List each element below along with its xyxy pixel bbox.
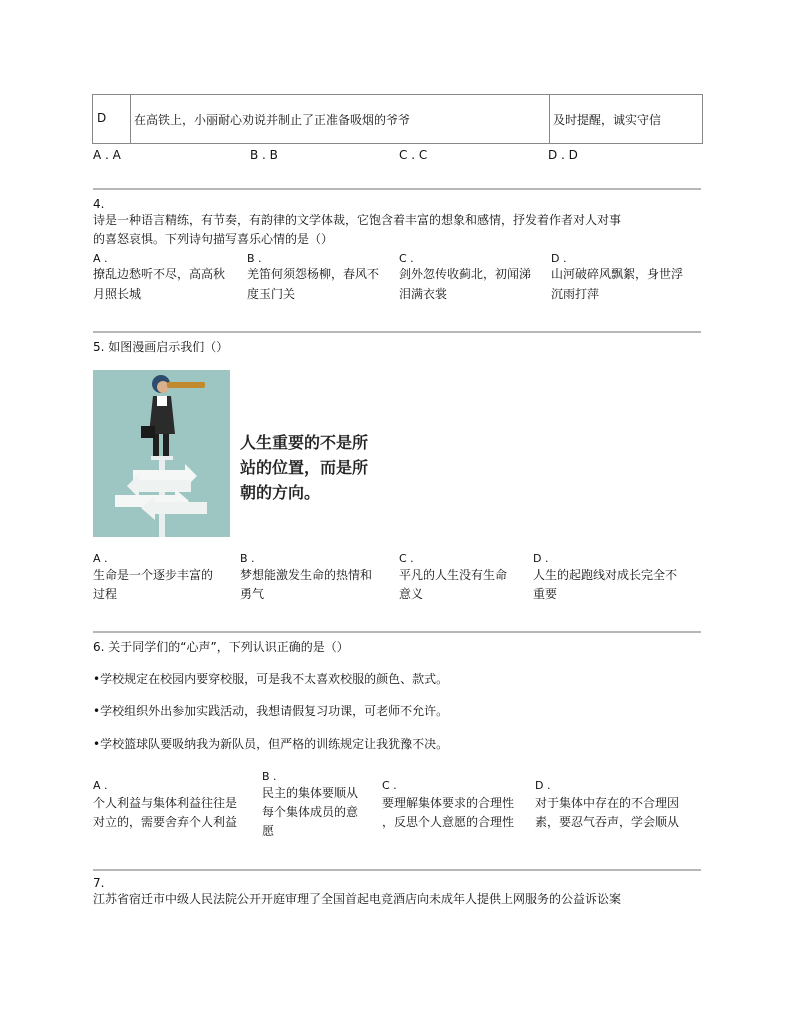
option-text-line2: ，反思个人意愿的合理性 [382,815,515,829]
option-text-line2: 意义 [399,587,424,601]
option-text-line1: 要理解集体要求的合理性 [382,796,515,810]
row-evaluation: 及时提醒，诚实守信 [553,113,662,127]
option-text-line2: 沉雨打萍 [551,287,600,301]
table-divider [549,95,550,143]
option-text-line1: 对于集体中存在的不合理因 [535,796,680,810]
caption-line: 站的位置，而是所 [240,458,369,477]
caption-line: 人生重要的不是所 [240,433,369,452]
q4-stem-line1: 诗是一种语言精练，有节奏，有韵律的文学体裁，它饱含着丰富的想象和感情，抒发着作者对人对事 [93,213,622,227]
q6-stem: 6. 关于同学们的“心声”，下列认识正确的是（） [93,640,349,654]
option-text-line1: 羌笛何须怨杨柳，春风不 [247,267,380,281]
option-text-line1: 撩乱边愁听不尽，高高秋 [93,267,226,281]
option-text-line3: 愿 [262,824,275,838]
option-text-line1: 平凡的人生没有生命 [399,568,508,582]
option-text-line2: 重要 [533,587,558,601]
q7-number: 7. [93,876,105,890]
option-text-line1: 人生的起跑线对成长完全不 [533,568,678,582]
q3-option-d[interactable]: D . D [548,148,578,162]
option-text-line2: 月照长城 [93,287,142,301]
q3-table-row [92,94,703,144]
q4-stem-line2: 的喜怒哀惧。下列诗句描写喜乐心情的是（） [93,232,334,246]
option-letter: D . [551,252,567,265]
q3-option-b[interactable]: B . B [250,148,278,162]
option-letter: C . [399,252,414,265]
separator [93,631,701,633]
option-letter: A . [93,779,108,792]
q6-bullet: •学校规定在校园内要穿校服，可是我不太喜欢校服的颜色、款式。 [93,672,449,686]
option-text-line2: 每个集体成员的意 [262,805,359,819]
caption-line: 朝的方向。 [240,483,321,502]
option-text-line2: 度玉门关 [247,287,296,301]
q3-option-c[interactable]: C . C [399,148,428,162]
option-text-line1: 山河破碎风飘絮，身世浮 [551,267,684,281]
option-letter: A . [93,552,108,565]
q6-bullet: •学校篮球队要吸纳我为新队员，但严格的训练规定让我犹豫不决。 [93,737,449,751]
separator [93,188,701,190]
option-letter: A . [93,252,108,265]
option-letter: B . [240,552,255,565]
table-divider [130,95,131,143]
option-letter: B . [262,770,277,783]
signpost-figure-illustration [93,370,230,537]
option-text-line2: 过程 [93,587,118,601]
separator [93,869,701,871]
q7-stem: 江苏省宿迁市中级人民法院公开开庭审理了全国首起电竞酒店向未成年人提供上网服务的公益诉讼案 [93,892,622,906]
option-text-line1: 生命是一个逐步丰富的 [93,568,214,582]
option-text-line1: 个人利益与集体利益往往是 [93,796,238,810]
option-letter: B . [247,252,262,265]
q4-number: 4. [93,197,105,211]
option-text-line2: 素，要忍气吞声，学会顺从 [535,815,680,829]
option-letter: D . [533,552,549,565]
option-text-line2: 泪满衣裳 [399,287,448,301]
q5-stem: 5. 如图漫画启示我们（） [93,340,229,354]
option-text-line1: 民主的集体要顺从 [262,786,359,800]
separator [93,331,701,333]
row-label: D [97,111,107,125]
option-letter: D . [535,779,551,792]
option-text-line2: 勇气 [240,587,265,601]
option-letter: C . [382,779,397,792]
row-scenario: 在高铁上，小丽耐心劝说并制止了正准备吸烟的爷爷 [134,113,411,127]
comic-image [93,370,230,537]
option-text-line2: 对立的，需要舍弃个人利益 [93,815,238,829]
option-text-line1: 剑外忽传收蓟北，初闻涕 [399,267,532,281]
comic-caption [240,430,400,505]
q6-bullet: •学校组织外出参加实践活动，我想请假复习功课，可老师不允许。 [93,704,449,718]
option-letter: C . [399,552,414,565]
q3-option-a[interactable]: A . A [93,148,121,162]
option-text-line1: 梦想能激发生命的热情和 [240,568,373,582]
